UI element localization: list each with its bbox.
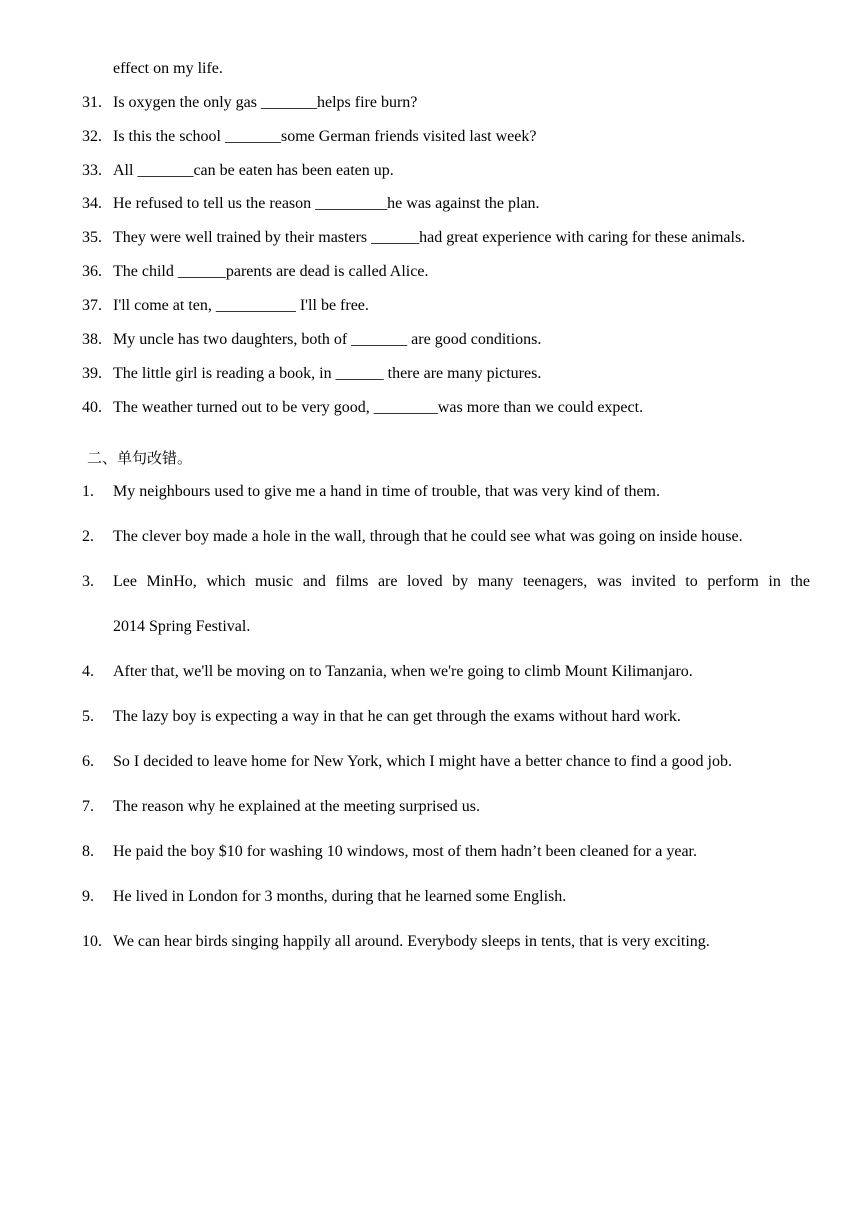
question-number: 37.	[82, 297, 102, 314]
correction-item-2	[82, 527, 743, 547]
continuation-text: effect on my life.	[113, 60, 223, 77]
question-38	[82, 330, 541, 350]
correction-item-1	[82, 482, 660, 502]
question-33	[82, 161, 394, 181]
item-number: 3.	[82, 573, 94, 590]
item-text: He lived in London for 3 months, during that he learned some English.	[113, 888, 567, 905]
item-number: 5.	[82, 708, 94, 725]
question-number: 38.	[82, 331, 102, 348]
correction-item-5	[82, 707, 681, 727]
question-39	[82, 364, 541, 384]
question-text: I'll come at ten, __________ I'll be free.	[113, 297, 369, 314]
item-text: Lee MinHo, which music and films are loved by many teenagers, was invited to perform in the	[113, 573, 810, 590]
question-number: 34.	[82, 195, 102, 212]
item-number: 9.	[82, 888, 94, 905]
question-text: The weather turned out to be very good, ________was more than we could expect.	[113, 399, 644, 416]
item-number: 8.	[82, 843, 94, 860]
correction-item-7	[82, 797, 480, 817]
item-text: My neighbours used to give me a hand in time of trouble, that was very kind of them.	[113, 483, 660, 500]
item-text: The reason why he explained at the meeting surprised us.	[113, 798, 480, 815]
question-number: 32.	[82, 128, 102, 145]
question-40	[82, 398, 643, 418]
question-35	[82, 228, 745, 248]
item-text: He paid the boy $10 for washing 10 windows, most of them hadn’t been cleaned for a year.	[113, 843, 697, 860]
question-text: Is oxygen the only gas _______helps fire burn?	[113, 94, 418, 111]
item-number: 6.	[82, 753, 94, 770]
item-number: 2.	[82, 528, 94, 545]
correction-item-8	[82, 842, 697, 862]
item-text: The clever boy made a hole in the wall, through that he could see what was going on inside house.	[113, 528, 743, 545]
question-number: 35.	[82, 229, 102, 246]
question-32	[82, 127, 536, 147]
item-number: 1.	[82, 483, 94, 500]
correction-item-9	[82, 887, 566, 907]
question-36	[82, 262, 428, 282]
item-number: 4.	[82, 663, 94, 680]
question-text: All _______can be eaten has been eaten up.	[113, 162, 394, 179]
item-text-continuation: 2014 Spring Festival.	[113, 618, 251, 635]
question-37	[82, 296, 369, 316]
question-text: He refused to tell us the reason _________he was against the plan.	[113, 195, 540, 212]
correction-item-6	[82, 752, 732, 772]
question-text: My uncle has two daughters, both of _______ are good conditions.	[113, 331, 542, 348]
correction-item-4	[82, 662, 693, 682]
item-number: 7.	[82, 798, 94, 815]
question-31	[82, 93, 417, 113]
question-number: 33.	[82, 162, 102, 179]
question-text: The child ______parents are dead is called Alice.	[113, 263, 429, 280]
item-text: After that, we'll be moving on to Tanzania, when we're going to climb Mount Kilimanjaro.	[113, 663, 693, 680]
question-number: 36.	[82, 263, 102, 280]
question-text: They were well trained by their masters ______had great experience with caring for these animals.	[113, 229, 746, 246]
question-number: 39.	[82, 365, 102, 382]
question-text: Is this the school _______some German friends visited last week?	[113, 128, 537, 145]
question-number: 31.	[82, 94, 102, 111]
item-number: 10.	[82, 933, 102, 950]
section-heading: 二、单句改错。	[87, 449, 193, 467]
question-text: The little girl is reading a book, in ______ there are many pictures.	[113, 365, 542, 382]
item-text: The lazy boy is expecting a way in that he can get through the exams without hard work.	[113, 708, 681, 725]
question-34	[82, 194, 540, 214]
question-number: 40.	[82, 399, 102, 416]
correction-item-10	[82, 932, 710, 952]
correction-item-3	[82, 572, 113, 592]
item-text: We can hear birds singing happily all around. Everybody sleeps in tents, that is very exciting.	[113, 933, 710, 950]
item-text: So I decided to leave home for New York, which I might have a better chance to find a good job.	[113, 753, 732, 770]
